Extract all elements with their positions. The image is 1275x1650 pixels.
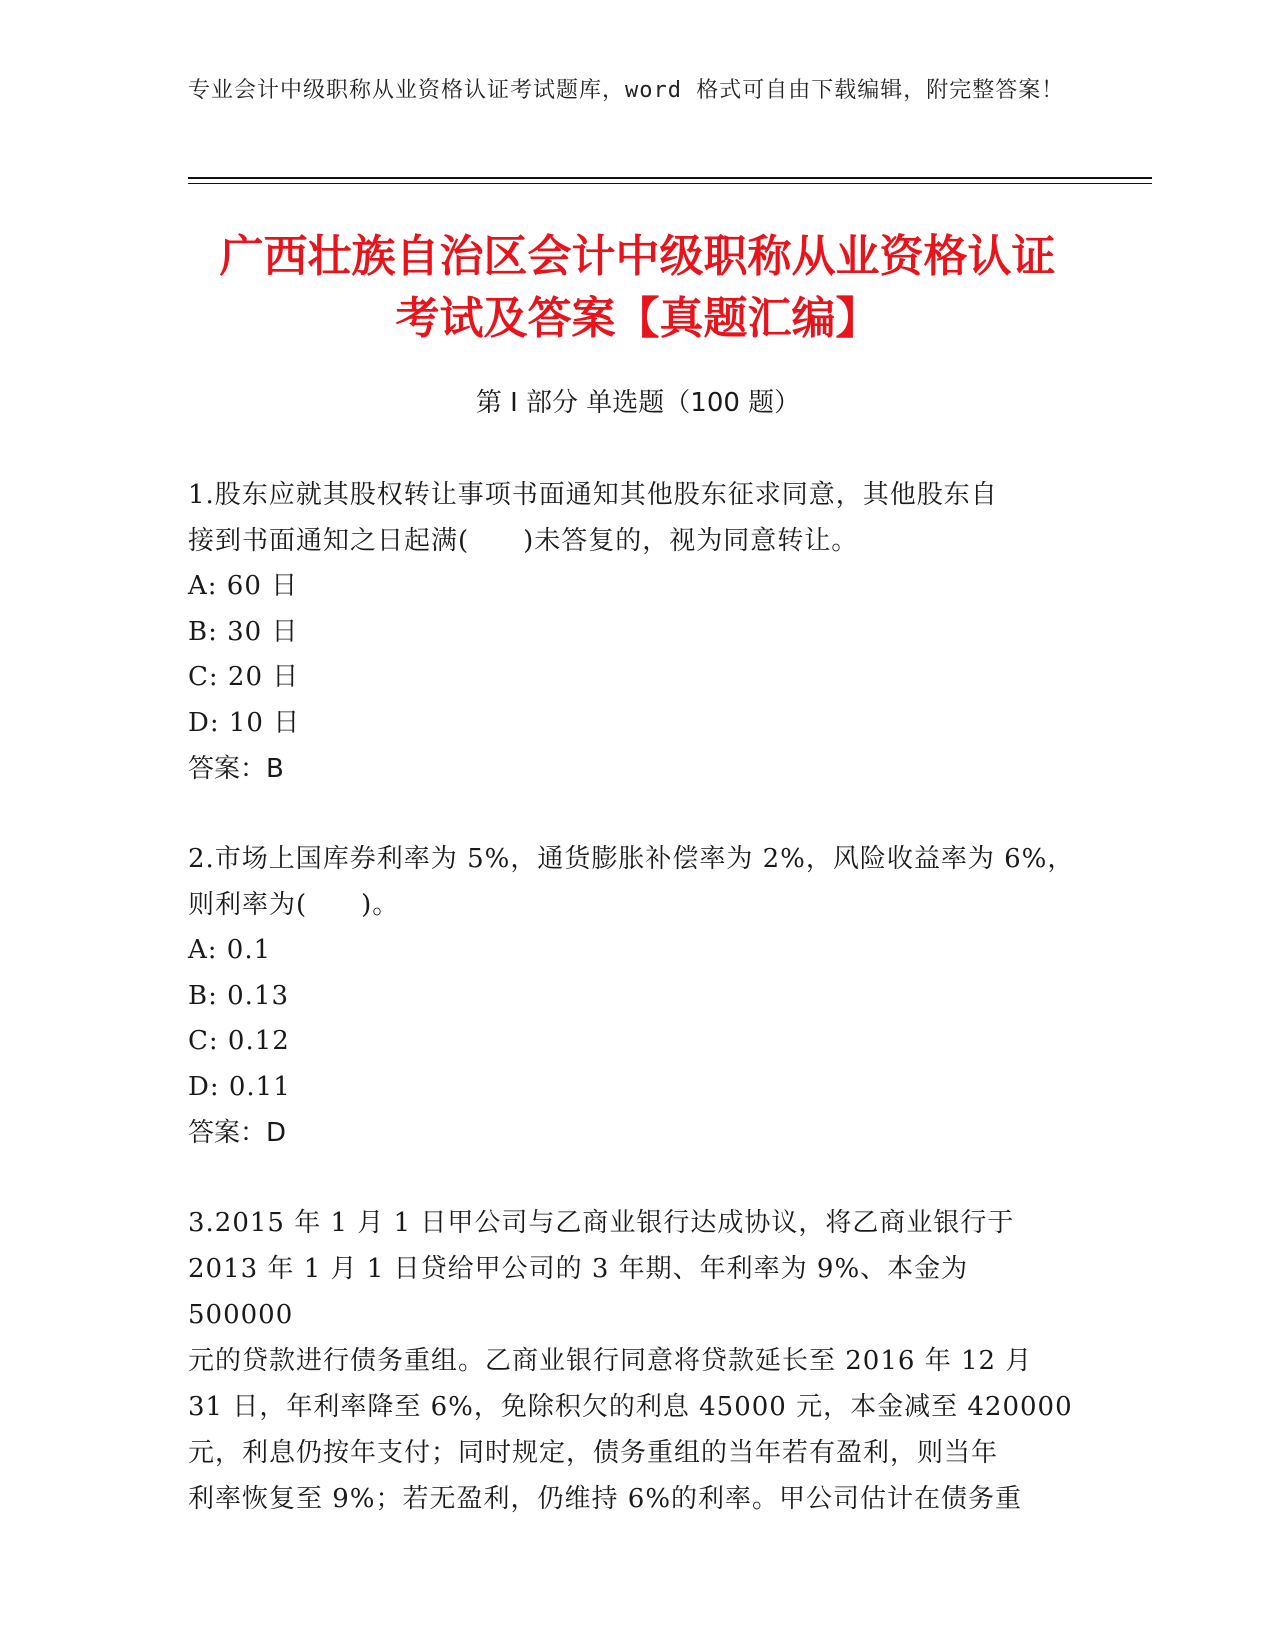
question-3 [188,1200,1078,1522]
question-1-answer: 答案：B [188,754,284,784]
question-1-stem-line-1: 1.股东应就其股权转让事项书面通知其他股东征求同意，其他股东自 [188,480,998,510]
question-3-stem-line-2: 2013 年 1 月 1 日贷给甲公司的 3 年期、年利率为 9%、本金为 500000 [188,1254,969,1330]
question-1-stem-line-2: 接到书面通知之日起满( )未答复的，视为同意转让。 [188,526,859,556]
header-divider-thick [188,177,1152,179]
section-title: 第 I 部分 单选题（100 题） [475,388,801,418]
question-3-stem-line-4: 31 日，年利率降至 6%，免除积欠的利息 45000 元，本金减至 420000 [188,1392,1073,1422]
question-1-option-a: A: 60 日 [188,571,299,601]
question-3-stem-line-3: 元的贷款进行债务重组。乙商业银行同意将贷款延长至 2016 年 12 月 [188,1346,1033,1376]
question-1-option-d: D: 10 日 [188,707,301,738]
question-2-option-b: B: 0.13 [188,980,290,1011]
question-2-option-c: C: 0.12 [188,1026,290,1056]
title-line-2: 考试及答案【真题汇编】 [395,293,880,344]
question-2-option-a: A: 0.1 [188,935,272,965]
question-2-stem-line-2: 则利率为( )。 [188,890,400,920]
question-2-stem-line-1: 2.市场上国库券利率为 5%，通货膨胀补偿率为 2%，风险收益率为 6%， [188,844,1075,874]
question-3-stem-line-5: 元，利息仍按年支付；同时规定，债务重组的当年若有盈利，则当年 [188,1438,999,1468]
header-note: 专业会计中级职称从业资格认证考试题库，word 格式可自由下载编辑，附完整答案！ [188,78,1065,103]
question-1 [188,472,1078,792]
question-2 [188,836,1078,1156]
question-1-option-c: C: 20 日 [188,662,300,692]
document-title [180,226,1095,350]
question-1-option-b: B: 30 日 [188,616,299,647]
question-2-option-d: D: 0.11 [188,1071,291,1102]
header-divider-thin [188,183,1152,184]
title-line-1: 广西壮族自治区会计中级职称从业资格认证 [219,231,1056,282]
question-2-answer: 答案：D [188,1118,287,1148]
question-3-stem-line-6: 利率恢复至 9%；若无盈利，仍维持 6%的利率。甲公司估计在债务重 [188,1484,1023,1514]
question-3-stem-line-1: 3.2015 年 1 月 1 日甲公司与乙商业银行达成协议，将乙商业银行于 [188,1208,1015,1238]
